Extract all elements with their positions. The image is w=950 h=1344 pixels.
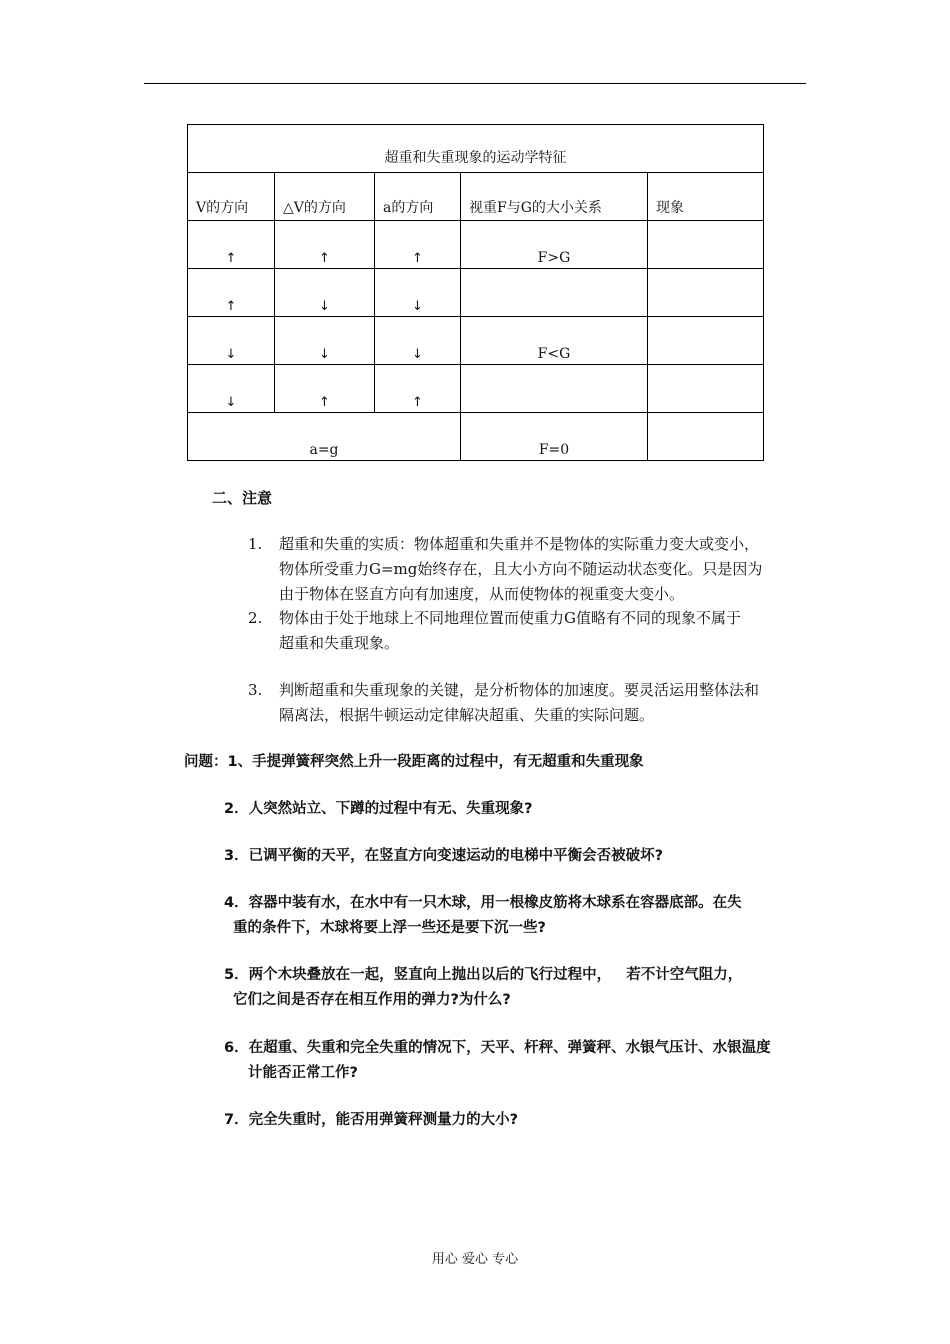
note-item-1 bbox=[248, 532, 828, 607]
cell-v-direction: ↑ bbox=[188, 221, 275, 269]
table-header-row bbox=[188, 173, 764, 221]
question-2 bbox=[224, 797, 824, 822]
question-1 bbox=[184, 750, 824, 775]
cell-phenomenon bbox=[648, 413, 764, 461]
cell-v-direction: ↑ bbox=[188, 269, 275, 317]
table-caption: 超重和失重现象的运动学特征 bbox=[188, 125, 764, 173]
cell-phenomenon bbox=[648, 317, 764, 365]
question-line: 问题：1、手提弹簧秤突然上升一段距离的过程中，有无超重和失重现象 bbox=[184, 754, 644, 770]
cell-phenomenon bbox=[648, 269, 764, 317]
question-4 bbox=[224, 891, 824, 941]
cell-relation bbox=[461, 269, 648, 317]
cell-v-direction: ↓ bbox=[188, 365, 275, 413]
question-line: 5．两个木块叠放在一起，竖直向上抛出以后的飞行过程中， 若不计空气阻力， bbox=[224, 967, 743, 983]
question-3 bbox=[224, 844, 824, 869]
cell-dv-direction: ↑ bbox=[275, 365, 375, 413]
table-row bbox=[188, 365, 764, 413]
note-line: 由于物体在竖直方向有加速度，从而使物体的视重变大变小。 bbox=[279, 585, 685, 603]
question-5 bbox=[224, 963, 824, 1013]
question-6 bbox=[224, 1036, 824, 1086]
cell-a-direction: ↑ bbox=[375, 365, 461, 413]
cell-relation: F>G bbox=[461, 221, 648, 269]
cell-relation bbox=[461, 365, 648, 413]
note-number: 2. bbox=[248, 609, 263, 627]
cell-dv-direction: ↓ bbox=[275, 317, 375, 365]
header-apparent-weight: 视重F与G的大小关系 bbox=[461, 173, 648, 221]
note-line: 隔离法，根据牛顿运动定律解决超重、失重的实际问题。 bbox=[279, 706, 655, 724]
cell-relation: F=0 bbox=[461, 413, 648, 461]
note-line: 物体所受重力G=mg始终存在，且大小方向不随运动状态变化。只是因为 bbox=[279, 560, 763, 578]
note-text bbox=[279, 532, 828, 607]
question-7 bbox=[224, 1108, 824, 1133]
question-line: 2．人突然站立、下蹲的过程中有无、失重现象? bbox=[224, 801, 533, 817]
cell-relation: F<G bbox=[461, 317, 648, 365]
cell-a-direction: ↓ bbox=[375, 269, 461, 317]
table-row bbox=[188, 221, 764, 269]
note-line: 超重和失重现象。 bbox=[279, 634, 400, 652]
cell-phenomenon bbox=[648, 365, 764, 413]
cell-phenomenon bbox=[648, 221, 764, 269]
header-v-direction: V的方向 bbox=[188, 173, 275, 221]
note-line: 判断超重和失重现象的关键，是分析物体的加速度。要灵活运用整体法和 bbox=[279, 681, 760, 699]
kinematics-table bbox=[187, 124, 764, 461]
note-line: 物体由于处于地球上不同地理位置而使重力G值略有不同的现象不属于 bbox=[279, 609, 741, 627]
table-row bbox=[188, 269, 764, 317]
note-text bbox=[279, 678, 828, 728]
table-row-free-fall bbox=[188, 413, 764, 461]
note-number: 3. bbox=[248, 681, 263, 699]
question-line: 计能否正常工作? bbox=[248, 1065, 358, 1081]
note-item-3 bbox=[248, 678, 828, 728]
cell-v-direction: ↓ bbox=[188, 317, 275, 365]
table-row bbox=[188, 317, 764, 365]
question-line: 它们之间是否存在相互作用的弹力?为什么? bbox=[233, 992, 511, 1008]
question-line: 重的条件下，木球将要上浮一些还是要下沉一些? bbox=[233, 920, 546, 936]
note-text bbox=[279, 606, 828, 656]
section-heading-notes: 二、注意 bbox=[212, 489, 273, 507]
header-a-direction: a的方向 bbox=[375, 173, 461, 221]
question-line: 7．完全失重时，能否用弹簧秤测量力的大小? bbox=[224, 1112, 518, 1128]
note-item-2 bbox=[248, 606, 828, 656]
question-line: 4．容器中装有水，在水中有一只木球，用一根橡皮筋将木球系在容器底部。在失 bbox=[224, 895, 742, 911]
page-footer: 用心 爱心 专心 bbox=[431, 1252, 519, 1267]
question-line: 3．已调平衡的天平，在竖直方向变速运动的电梯中平衡会否被破坏? bbox=[224, 848, 663, 864]
note-line: 超重和失重的实质：物体超重和失重并不是物体的实际重力变大或变小， bbox=[279, 535, 760, 553]
cell-dv-direction: ↓ bbox=[275, 269, 375, 317]
note-number: 1. bbox=[248, 535, 263, 553]
header-rule bbox=[144, 83, 806, 84]
cell-a-direction: ↑ bbox=[375, 221, 461, 269]
cell-dv-direction: ↑ bbox=[275, 221, 375, 269]
cell-a-direction: ↓ bbox=[375, 317, 461, 365]
header-dv-direction: △V的方向 bbox=[275, 173, 375, 221]
cell-a-equals-g: a=g bbox=[188, 413, 461, 461]
question-line: 6．在超重、失重和完全失重的情况下，天平、杆秤、弹簧秤、水银气压计、水银温度 bbox=[224, 1040, 771, 1056]
header-phenomenon: 现象 bbox=[648, 173, 764, 221]
